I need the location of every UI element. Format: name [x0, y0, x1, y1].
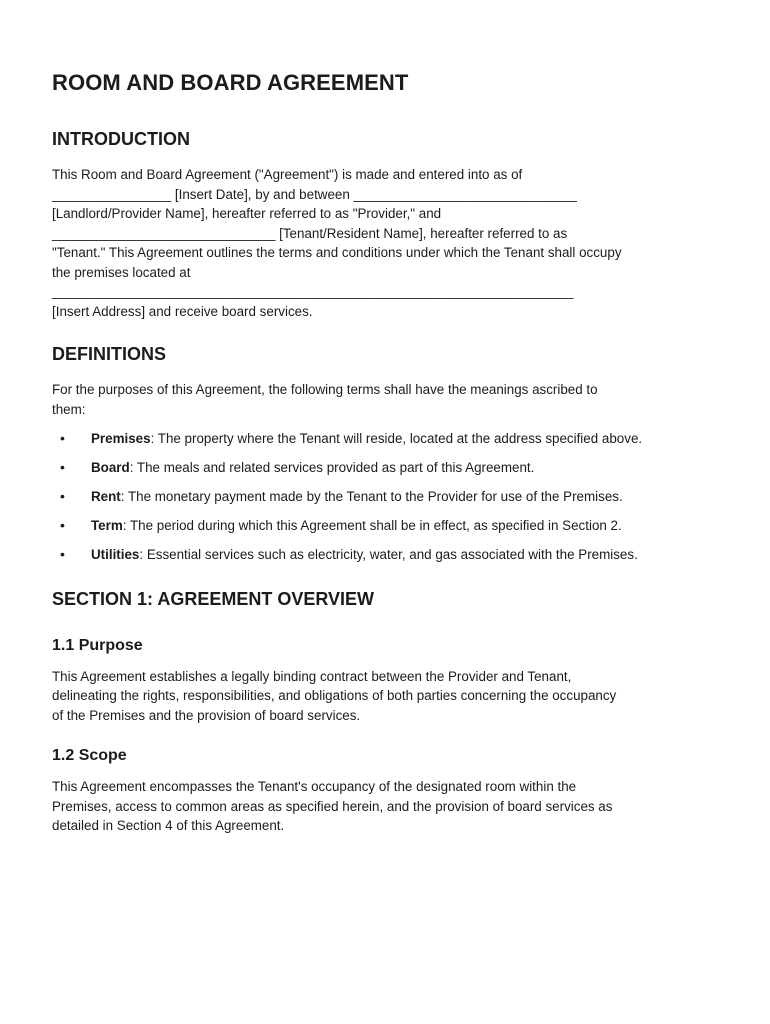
bullet-icon: • [60, 546, 65, 562]
definition-text: : The property where the Tenant will reside, located at the address specified [150, 431, 599, 446]
introduction-line: ______________________________________________________________________ [52, 284, 574, 299]
document-title: ROOM AND BOARD AGREEMENT [52, 70, 409, 95]
bullet-icon: • [60, 488, 65, 504]
definition-term: Term [91, 518, 123, 533]
definition-text: Premises. [578, 547, 638, 562]
introduction-line: ________________ [Insert Date], by and between ______________________________ [52, 186, 577, 202]
definition-term: Premises [91, 431, 151, 446]
introduction-section [52, 129, 718, 321]
purpose-line: delineating the rights, responsibilities, and obligations of both parties concerning the occupancy [52, 688, 617, 703]
purpose-subsection [52, 637, 718, 726]
definition-text: : The monetary payment made by the Tenant to the Provider for use of the Premises. [120, 489, 623, 504]
definition-term: Rent [91, 489, 121, 504]
list-item [52, 487, 718, 507]
scope-line: This Agreement encompasses the Tenant's occupancy of the designated room within the [52, 779, 577, 794]
introduction-line: This Room and Board Agreement ("Agreement") is made and entered into as of [52, 167, 523, 182]
definition-text: : The meals and related services provided as part of this Agreement. [129, 460, 535, 475]
scope-heading: 1.2 Scope [52, 747, 127, 764]
purpose-line: of the Premises and the provision of board services. [52, 707, 361, 723]
definition-text: : The period during which this Agreement shall be in effect, as specified in Section 2. [122, 518, 622, 533]
definition-text: above. [601, 431, 643, 446]
definitions-heading: DEFINITIONS [52, 344, 167, 364]
introduction-line: ______________________________ [Tenant/Resident Name], hereafter referred to as [52, 225, 568, 241]
introduction-line: "Tenant." This Agreement outlines the terms and conditions under which the Tenant shall occupy [52, 245, 622, 260]
bullet-icon: • [60, 517, 65, 533]
introduction-line: [Insert Address] and receive board services. [52, 303, 313, 319]
definitions-list [52, 429, 718, 565]
bullet-icon: • [60, 459, 65, 475]
introduction-heading: INTRODUCTION [52, 129, 190, 149]
scope-subsection [52, 747, 718, 836]
definition-text: : Essential services such as electricity, water, and gas associated with the [139, 547, 575, 562]
definition-term: Board [91, 460, 130, 475]
definitions-section [52, 344, 718, 565]
list-item [52, 516, 718, 536]
list-item [52, 458, 718, 478]
introduction-line: the premises located at [52, 264, 191, 280]
scope-paragraph [52, 777, 718, 836]
list-item [52, 545, 718, 565]
definitions-intro-line: them: [52, 401, 86, 417]
scope-line: Premises, access to common areas as specified herein, and the provision of board services as [52, 798, 613, 814]
definitions-intro [52, 380, 718, 419]
introduction-line: [Landlord/Provider Name], hereafter referred to as "Provider," and [52, 206, 442, 221]
definitions-intro-line: For the purposes of this Agreement, the following terms shall have the meanings ascribed to [52, 382, 598, 397]
section-1-heading: SECTION 1: AGREEMENT OVERVIEW [52, 588, 375, 609]
bullet-icon: • [60, 430, 65, 446]
purpose-line: This Agreement establishes a legally binding contract between the Provider and Tenant, [52, 668, 572, 684]
scope-line: detailed in Section 4 of this Agreement. [52, 818, 285, 833]
section-1 [52, 589, 718, 836]
list-item [52, 429, 718, 449]
purpose-paragraph [52, 667, 718, 726]
purpose-heading: 1.1 Purpose [52, 636, 143, 654]
introduction-paragraph [52, 165, 718, 321]
definition-term: Utilities [91, 547, 140, 562]
